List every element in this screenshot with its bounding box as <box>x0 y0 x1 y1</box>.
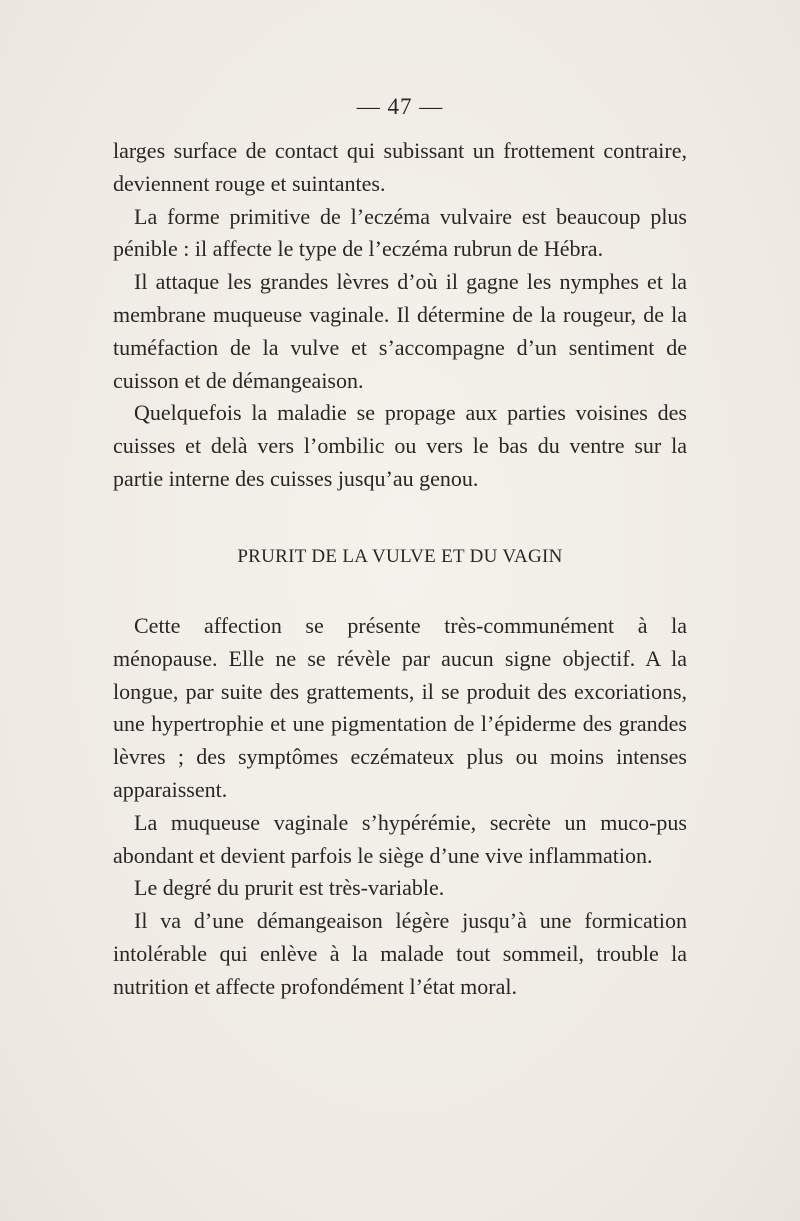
prurit-text-block <box>113 610 687 1004</box>
eczema-text-block <box>113 135 687 496</box>
paragraph: Cette affection se présente très-communément à la ménopause. Elle ne se révèle par aucun signe objectif. A la longue, par suite des grattements, il se produit des excoriations, une hypertrophie et une pigmentation de l’épiderme des grandes lèvres ; des symptômes eczémateux plus ou moins intenses apparaissent. <box>113 613 687 802</box>
paragraph: La muqueuse vaginale s’hypérémie, secrète un muco-pus abondant et devient parfois le siège d’une vive inflammation. <box>113 809 687 868</box>
paragraph: Le degré du prurit est très-variable. <box>134 875 445 901</box>
section-heading: PRURIT DE LA VULVE ET DU VAGIN <box>237 546 563 567</box>
paragraph: Il va d’une démangeaison légère jusqu’à une formication intolérable qui enlève à la malade tout sommeil, trouble la nutrition et affecte profondément l’état moral. <box>113 908 687 999</box>
page-number: — 47 — <box>356 94 444 119</box>
paragraph: larges surface de contact qui subissant un frottement contraire, deviennent rouge et suintantes. <box>113 138 687 196</box>
paragraph: Quelquefois la maladie se propage aux parties voisines des cuisses et delà vers l’ombilic ou vers le bas du ventre sur la partie interne des cuisses jusqu’au genou. <box>113 400 687 491</box>
paragraph: Il attaque les grandes lèvres d’où il gagne les nymphes et la membrane muqueuse vaginale. Il détermine de la rougeur, de la tuméfaction de la vulve et s’accompagne d’un sentiment de cuisson et de démangeaison. <box>113 269 687 393</box>
paragraph: La forme primitive de l’eczéma vulvaire est beaucoup plus pénible : il affecte le type de l’eczéma rubrun de Hébra. <box>113 203 687 262</box>
